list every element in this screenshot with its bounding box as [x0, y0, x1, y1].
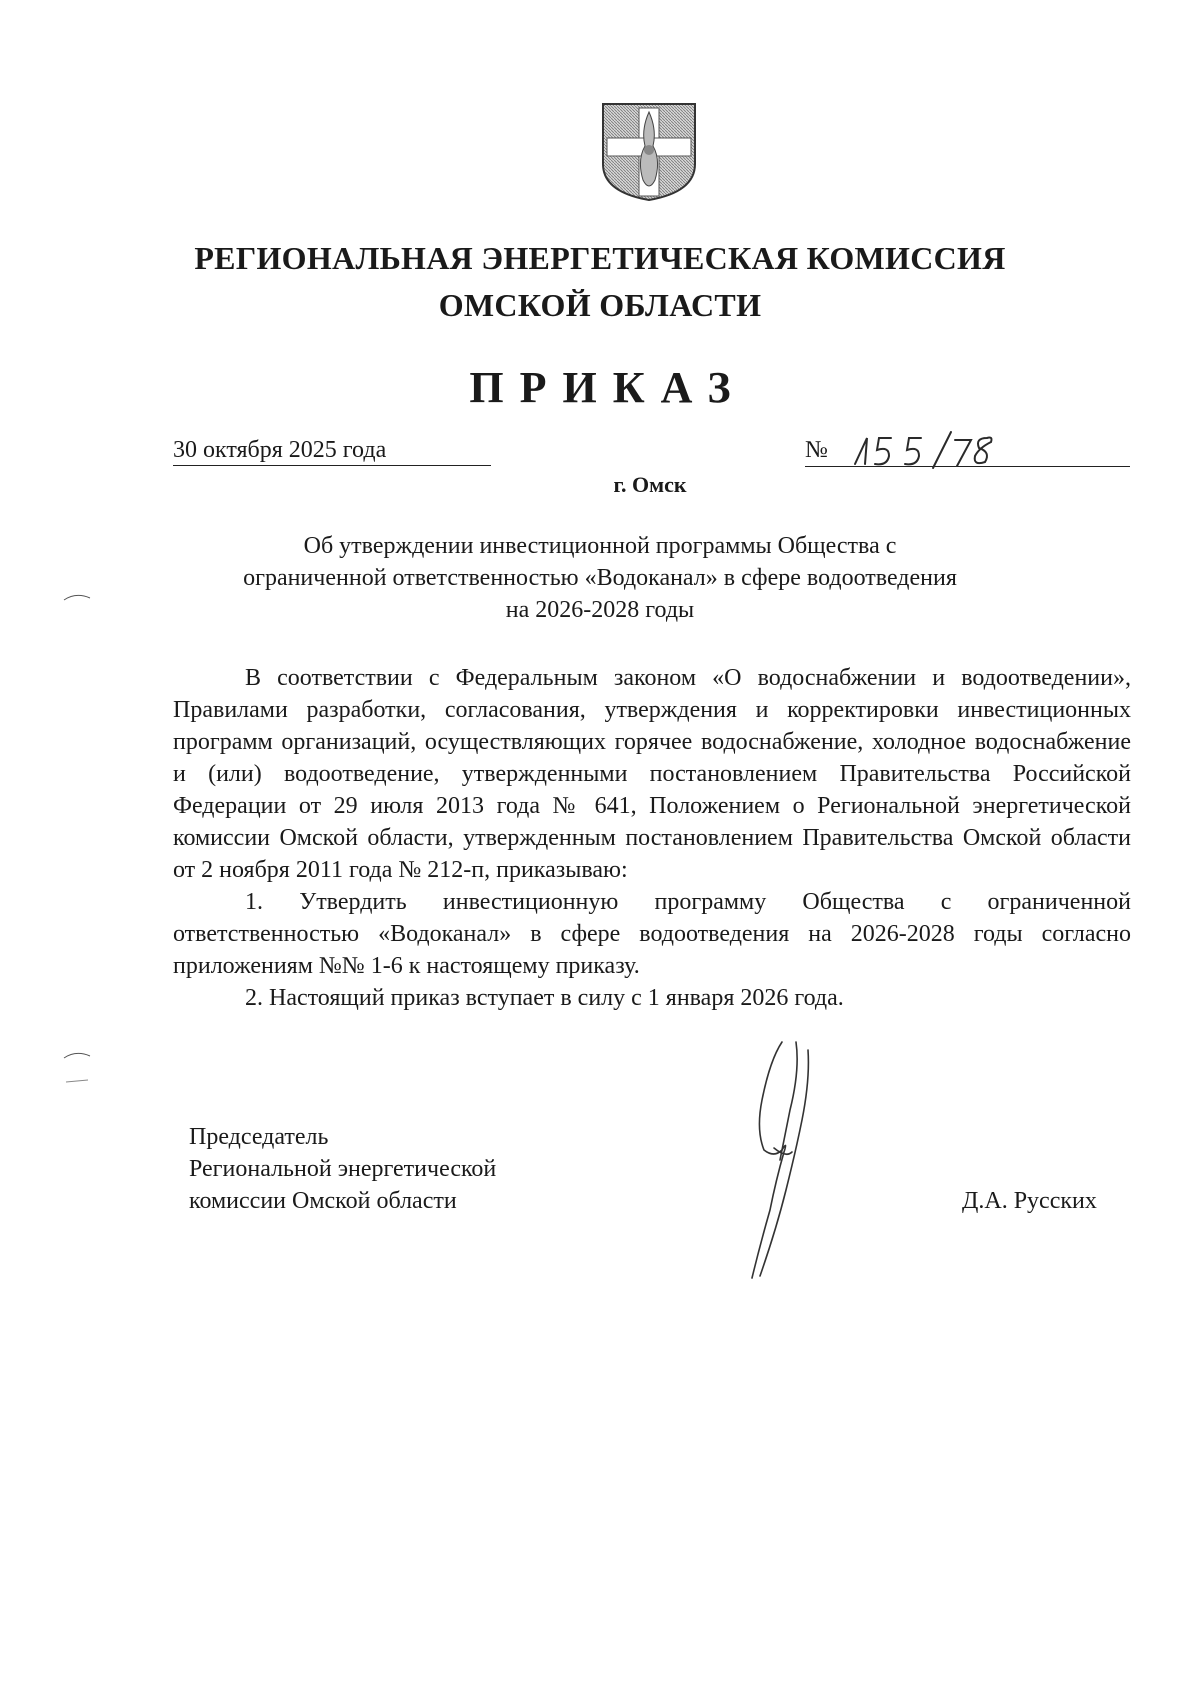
scan-mark: [60, 1072, 100, 1092]
organization-title-line2: ОМСКОЙ ОБЛАСТИ: [438, 287, 762, 323]
subject-line: на 2026-2028 годы: [505, 597, 695, 623]
order-item-2: 2. Настоящий приказ вступает в силу с 1 января 2026 года.: [245, 985, 844, 1011]
handwritten-document-number: [847, 424, 1007, 474]
signatory-title: [189, 1121, 496, 1217]
document-number-label: №: [805, 437, 828, 463]
subject-line: ограниченной ответственностью «Водоканал» в сфере водоотведения: [243, 565, 957, 591]
signatory-name: Д.А. Русских: [962, 1188, 1097, 1214]
scan-mark: [60, 588, 100, 608]
order-body: [173, 662, 1131, 1014]
order-subject: [200, 530, 1000, 626]
order-item-1: 1. Утвердить инвестиционную программу Общества с ограниченной ответственностью «Водоканал» в сфере водоотведения на 2026-2028 годы согласно приложениям №№ 1-6 к настоящему приказу.: [173, 889, 1131, 979]
document-type-heading: ПРИКАЗ: [469, 363, 747, 412]
coat-of-arms-emblem: [599, 100, 699, 204]
city-label: г. Омск: [613, 472, 687, 497]
organization-title-line1: РЕГИОНАЛЬНАЯ ЭНЕРГЕТИЧЕСКАЯ КОМИССИЯ: [194, 240, 1006, 276]
preamble-paragraph: В соответствии с Федеральным законом «О водоснабжении и водоотведении», Правилами разработки, согласования, утверждения и корректировки инвестиционных программ организаций, осуществляющих горячее водоснабжение, холодное водоснабжение и (или) водоотведение, утвержденными постановлением Правительства Российской Федерации от 29 июля 2013 года № 641, Положением о Региональной энергетической комиссии Омской области, утвержденным постановлением Правительства Омской области от 2 ноября 2011 года № 212-п, приказываю:: [173, 665, 1131, 883]
signatory-title-line: комиссии Омской области: [189, 1188, 457, 1214]
scan-mark: [60, 1046, 100, 1066]
signatory-title-line: Региональной энергетической: [189, 1156, 497, 1182]
handwritten-signature: [730, 1040, 860, 1280]
document-date: 30 октября 2025 года: [173, 436, 491, 466]
signatory-title-line: Председатель: [189, 1124, 329, 1150]
subject-line: Об утверждении инвестиционной программы Общества с: [303, 533, 897, 559]
